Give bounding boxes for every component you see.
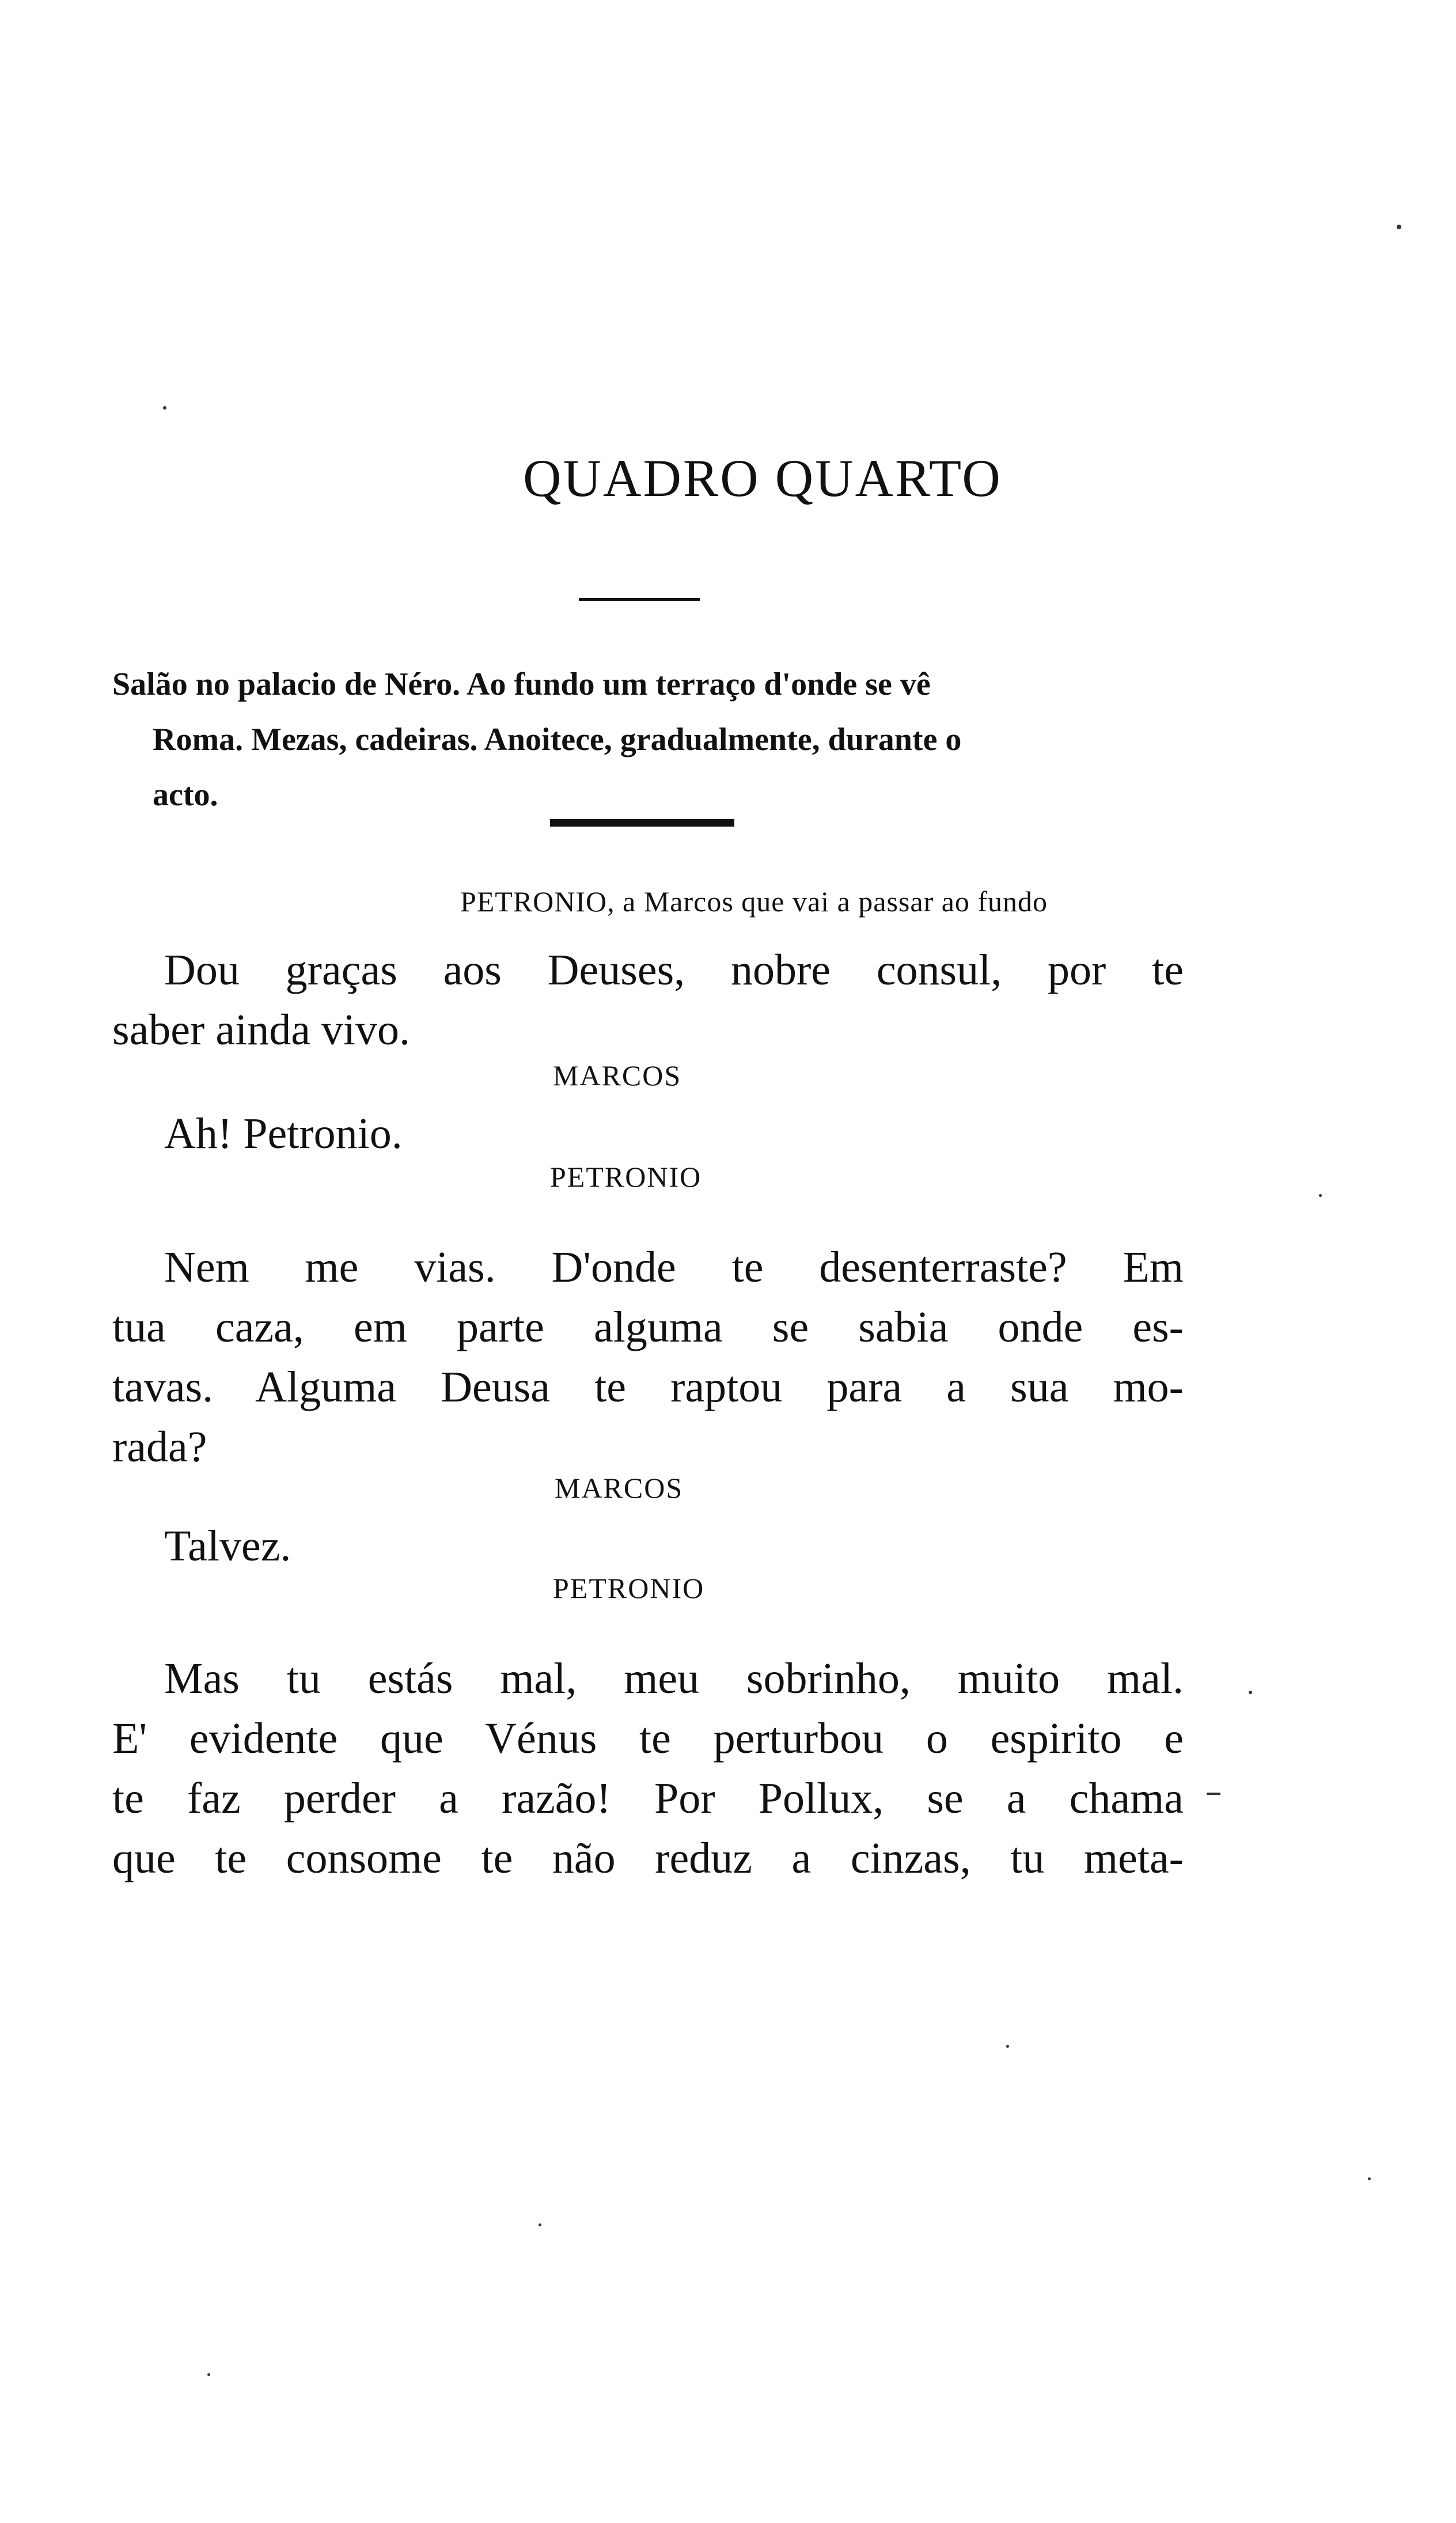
- stage-direction: [112, 657, 1184, 823]
- speech-line: te faz perder a razão! Por Pollux, se a chama: [112, 1774, 1184, 1823]
- scan-speck: [1207, 1793, 1220, 1795]
- scan-speck: [1319, 1194, 1322, 1197]
- scan-speck: [1368, 2177, 1371, 2180]
- scan-speck: [1006, 2045, 1009, 2048]
- speech-line: E' evidente que Vénus te perturbou o espirito e: [112, 1714, 1184, 1763]
- speaker-name: PETRONIO: [550, 1161, 702, 1193]
- speech: [112, 1516, 1184, 1576]
- speech: [112, 1649, 1184, 1888]
- page-title: QUADRO QUARTO: [523, 449, 1002, 507]
- speech-line: rada?: [112, 1423, 207, 1471]
- stage-direction-line: acto.: [153, 777, 218, 813]
- stage-direction-line: Roma. Mezas, cadeiras. Anoitece, gradualmente, durante o: [153, 722, 962, 757]
- speech-line: saber ainda vivo.: [112, 1006, 411, 1054]
- speech-line: Nem me vias. D'onde te desenterraste? Em: [164, 1243, 1184, 1291]
- scan-speck: [1249, 1691, 1252, 1694]
- stage-direction-line: Salão no palacio de Néro. Ao fundo um terraço d'onde se vê: [112, 666, 931, 702]
- speech: [112, 940, 1184, 1060]
- speech-line: Mas tu estás mal, meu sobrinho, muito mal.: [164, 1654, 1184, 1703]
- scan-speck: [1397, 225, 1401, 229]
- speech-line: tavas. Alguma Deusa te raptou para a sua mo-: [112, 1363, 1184, 1411]
- speaker-heading: PETRONIO, a Marcos que vai a passar ao fundo: [460, 885, 1048, 918]
- speaker-name: MARCOS: [553, 1059, 682, 1092]
- speech: [112, 1104, 1184, 1164]
- speaker-name: PETRONIO: [553, 1572, 705, 1604]
- speech-line: Ah! Petronio.: [164, 1109, 403, 1158]
- speech-line: Talvez.: [164, 1522, 291, 1570]
- scan-speck: [207, 2373, 210, 2376]
- speaker-name: MARCOS: [555, 1472, 684, 1504]
- scan-speck: [163, 406, 166, 410]
- section-rule: [550, 819, 734, 827]
- speech-line: que te consome te não reduz a cinzas, tu meta-: [112, 1834, 1184, 1882]
- speech-line: tua caza, em parte alguma se sabia onde es-: [112, 1303, 1184, 1351]
- speech: [112, 1237, 1184, 1477]
- speech-line: Dou graças aos Deuses, nobre consul, por te: [164, 946, 1184, 994]
- title-rule: [579, 598, 700, 601]
- scan-speck: [539, 2223, 541, 2226]
